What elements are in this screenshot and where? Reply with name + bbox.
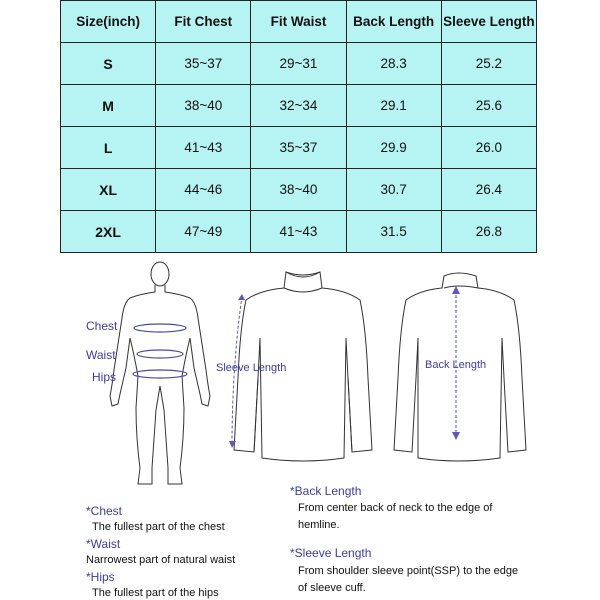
back-length-label: Back Length bbox=[425, 359, 487, 371]
header-back-length: Back Length bbox=[346, 1, 441, 43]
back-length-definition-line2: hemline. bbox=[298, 519, 340, 531]
back-length-cell: 29.1 bbox=[346, 85, 441, 127]
waist-cell: 32~34 bbox=[251, 85, 346, 127]
table-row bbox=[61, 43, 537, 85]
sleeve-length-cell: 26.4 bbox=[441, 169, 536, 211]
table-header-row bbox=[61, 1, 537, 43]
size-cell: XL bbox=[61, 169, 156, 211]
size-cell: M bbox=[61, 85, 156, 127]
waist-cell: 41~43 bbox=[251, 211, 346, 253]
waist-cell: 38~40 bbox=[251, 169, 346, 211]
sleeve-length-label: Sleeve Length bbox=[216, 362, 287, 374]
waist-cell: 29~31 bbox=[251, 43, 346, 85]
back-length-definition-line1: From center back of neck to the edge of bbox=[298, 502, 493, 514]
waist-label: Waist bbox=[86, 348, 116, 362]
table-row bbox=[61, 169, 537, 211]
sleeve-length-definition-line2: of sleeve cuff. bbox=[298, 582, 366, 594]
size-cell: 2XL bbox=[61, 211, 156, 253]
waist-cell: 35~37 bbox=[251, 127, 346, 169]
size-cell: L bbox=[61, 127, 156, 169]
table-row bbox=[61, 211, 537, 253]
sleeve-length-cell: 26.8 bbox=[441, 211, 536, 253]
sleeve-length-cell: 26.0 bbox=[441, 127, 536, 169]
back-length-cell: 28.3 bbox=[346, 43, 441, 85]
table-row bbox=[61, 127, 537, 169]
sleeve-length-cell: 25.2 bbox=[441, 43, 536, 85]
chest-definition-title: *Chest bbox=[86, 504, 123, 518]
table-row bbox=[61, 85, 537, 127]
chest-cell: 44~46 bbox=[156, 169, 251, 211]
chest-cell: 41~43 bbox=[156, 127, 251, 169]
sleeve-length-definition-title: *Sleeve Length bbox=[290, 546, 372, 560]
chest-cell: 38~40 bbox=[156, 85, 251, 127]
body-figure bbox=[100, 258, 220, 490]
chest-label: Chest bbox=[86, 319, 118, 333]
waist-definition-text: Narrowest part of natural waist bbox=[86, 554, 236, 566]
header-sleeve-length: Sleeve Length bbox=[441, 1, 536, 43]
chest-definition-text: The fullest part of the chest bbox=[92, 521, 225, 533]
header-fit-waist: Fit Waist bbox=[251, 1, 346, 43]
chest-cell: 35~37 bbox=[156, 43, 251, 85]
back-length-cell: 31.5 bbox=[346, 211, 441, 253]
hips-definition-title: *Hips bbox=[86, 570, 115, 584]
back-length-cell: 29.9 bbox=[346, 127, 441, 169]
sleeve-length-definition-line1: From shoulder sleeve point(SSP) to the edge bbox=[298, 565, 519, 577]
hips-label: Hips bbox=[92, 370, 117, 384]
size-chart-table bbox=[60, 0, 537, 253]
header-fit-chest: Fit Chest bbox=[156, 1, 251, 43]
hips-definition-text: The fullest part of the hips bbox=[92, 587, 219, 599]
back-length-definition-title: *Back Length bbox=[290, 484, 362, 498]
back-length-cell: 30.7 bbox=[346, 169, 441, 211]
header-size: Size(inch) bbox=[61, 1, 156, 43]
chest-cell: 47~49 bbox=[156, 211, 251, 253]
waist-definition-title: *Waist bbox=[86, 537, 121, 551]
sleeve-length-cell: 25.6 bbox=[441, 85, 536, 127]
size-cell: S bbox=[61, 43, 156, 85]
